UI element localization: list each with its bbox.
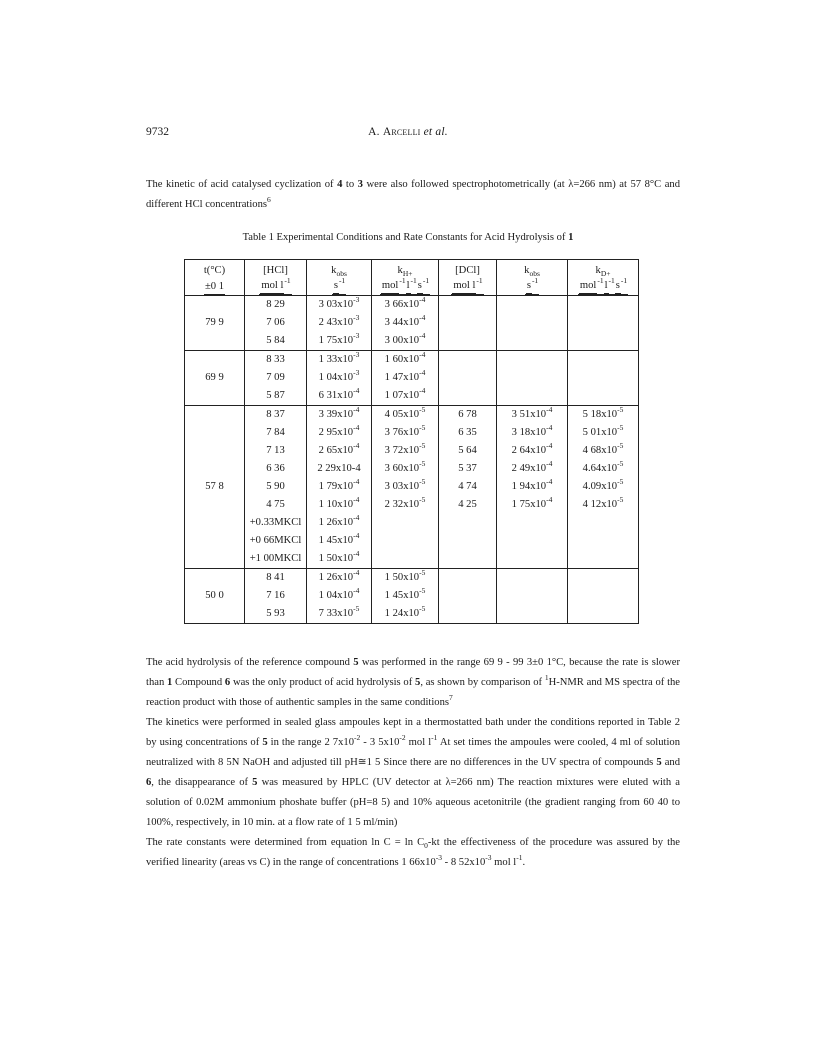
cell-kd: $4.64x10^{-5}$ [568, 460, 639, 478]
cell-kd [568, 332, 639, 351]
cell-kh: 1 $47x10^{-4}$ [372, 369, 439, 387]
unit-temperature: ±0 1 [185, 278, 245, 296]
cell-dcl [439, 369, 497, 387]
cell-dcl [439, 532, 497, 550]
cell-kobs-d [497, 387, 568, 406]
cell-kh: 1 $50x10^{-5}$ [372, 569, 439, 588]
cell-dcl [439, 514, 497, 532]
cell-kobs: 2 29x10-4 [307, 460, 372, 478]
cell-kobs: 1 $45x10^{-4}$ [307, 532, 372, 550]
cell-kobs: 7 $33x10^{-5}$ [307, 605, 372, 624]
cell-kd [568, 387, 639, 406]
cell-kh: 3 $44x10^{-4}$ [372, 314, 439, 332]
unit-dcl: mol $l^{-1}$ [439, 278, 497, 296]
cell-kobs: 1 $26x10^{-4}$ [307, 514, 372, 532]
cell-kd [568, 605, 639, 624]
cell-temperature: 57 8 [185, 406, 245, 569]
cell-kd [568, 369, 639, 387]
cell-kh: 3 $66x10^{-4}$ [372, 296, 439, 315]
paragraph-kinetics: The kinetics were performed in sealed glass ampoules kept in a thermostatted bath under the conditions reported in Table 2 by using concentrations of 5 in the range 2 $7x10^{-2} - 3$ $5x10^{-2}$ mol $l^{-1}$ At set times the ampoules were cooled, 4 ml of solution neutralized with 8 5N NaOH and adjusted till pH≅1 5 Since there are no differences in the UV spectra of compounds 5 and 6, the disappearance of 5 was measured by HPLC (UV detector at λ=266 nm) The reaction mixtures were eluted with a solution of 0.02M ammonium phoshate buffer (pH=8 5) and 10% aqueous acetonitrile (the gradient ranging from 60 40 to 100%, respectively, in 10 min. at a flow rate of 1 5 ml/min) [146, 717, 681, 828]
cell-kd [568, 569, 639, 588]
cell-kh: 1 $24x10^{-5}$ [372, 605, 439, 624]
header-temperature: t(°C) [185, 260, 245, 279]
table-row [185, 478, 639, 496]
cell-kobs-d: 2 $49x10^{-4}$ [497, 460, 568, 478]
cell-kobs: 3 $03x10^{-3}$ [307, 296, 372, 315]
cell-kh: 3 $76x10^{-5}$ [372, 424, 439, 442]
paragraph-hydrolysis: The acid hydrolysis of the reference compound 5 was performed in the range 69 9 - 99 3±0 1°C, because the rate is slower than 1 Compound 6 was the only product of acid hydrolysis of 5, as shown by comparison of $^1$H-NMR and MS spectra of the reaction product with those of authentic samples in the same conditions$^7$ [146, 657, 681, 708]
cell-kh: 3 $60x10^{-5}$ [372, 460, 439, 478]
table-units-row [185, 278, 639, 296]
header-hcl: [HCl] [245, 260, 307, 279]
paragraph-rate-constants: The rate constants were determined from equation $\ln C = \ln C_0-kt$ the effectiveness of the procedure was assured by the verified linearity (areas vs C) in the range of concentrations 1 $66x10^{-3} - 8$ $52x10^{-3}$ mol $l^{-1}$. [146, 837, 681, 868]
cell-hcl: 7 13 [245, 442, 307, 460]
cell-dcl [439, 587, 497, 605]
cell-kh: 3 $00x10^{-4}$ [372, 332, 439, 351]
cell-kobs-d [497, 532, 568, 550]
cell-hcl: 5 87 [245, 387, 307, 406]
cell-dcl [439, 569, 497, 588]
unit-kobs: $s^{-1}$ [307, 278, 372, 296]
cell-kobs: 1 $04x10^{-4}$ [307, 587, 372, 605]
cell-kobs: 2 $95x10^{-4}$ [307, 424, 372, 442]
cell-dcl [439, 314, 497, 332]
header-kobs: $k_{obs}$ [307, 260, 372, 279]
cell-temperature: 79 9 [185, 296, 245, 351]
cell-dcl: 5 37 [439, 460, 497, 478]
cell-hcl: 5 84 [245, 332, 307, 351]
cell-kd [568, 351, 639, 370]
cell-dcl: 4 25 [439, 496, 497, 514]
table-row [185, 406, 639, 425]
cell-kobs-d [497, 351, 568, 370]
intro-paragraph: The kinetic of acid catalysed cyclization of 4 to 3 were also followed spectrophotometrically (at λ=266 nm) at 57 8°C and different HCl concentrations$^6$ [146, 179, 680, 210]
cell-kh: 2 $32x10^{-5}$ [372, 496, 439, 514]
cell-kd: 4 $68x10^{-5}$ [568, 442, 639, 460]
header-kd: $k_{D+}$ [568, 260, 639, 279]
cell-hcl: 7 84 [245, 424, 307, 442]
table-row [185, 442, 639, 460]
header-kobs-d: $k_{obs}$ [497, 260, 568, 279]
cell-kh [372, 514, 439, 532]
cell-kobs-d [497, 569, 568, 588]
cell-kh: 3 $03x10^{-5}$ [372, 478, 439, 496]
cell-hcl: 8 29 [245, 296, 307, 315]
cell-dcl [439, 351, 497, 370]
cell-kh [372, 550, 439, 569]
cell-kh: 1 $60x10^{-4}$ [372, 351, 439, 370]
cell-dcl [439, 332, 497, 351]
cell-kd: 5 $01x10^{-5}$ [568, 424, 639, 442]
table-row [185, 460, 639, 478]
cell-hcl: 7 16 [245, 587, 307, 605]
cell-kobs-d [497, 587, 568, 605]
cell-kobs-d [497, 514, 568, 532]
cell-hcl: +0 66MKCl [245, 532, 307, 550]
cell-kobs-d [497, 332, 568, 351]
cell-dcl [439, 387, 497, 406]
table-row [185, 369, 639, 387]
cell-kd [568, 514, 639, 532]
cell-kobs-d: 1 $94x10^{-4}$ [497, 478, 568, 496]
cell-temperature: 69 9 [185, 351, 245, 406]
cell-kobs: 1 $79x10^{-4}$ [307, 478, 372, 496]
cell-kobs-d [497, 369, 568, 387]
cell-kobs-d: 1 $75x10^{-4}$ [497, 496, 568, 514]
header-kh: $k_{H+}$ [372, 260, 439, 279]
cell-kh: 4 $05x10^{-5}$ [372, 406, 439, 425]
cell-dcl [439, 550, 497, 569]
cell-kd: 5 $18x10^{-5}$ [568, 406, 639, 425]
cell-kh [372, 532, 439, 550]
cell-kobs: 1 $75x10^{-3}$ [307, 332, 372, 351]
table-row [185, 514, 639, 532]
cell-hcl: 6 36 [245, 460, 307, 478]
cell-kobs: 1 $04x10^{-3}$ [307, 369, 372, 387]
cell-hcl: 4 75 [245, 496, 307, 514]
cell-kd [568, 587, 639, 605]
table-row [185, 332, 639, 351]
cell-hcl: 8 33 [245, 351, 307, 370]
cell-hcl: +1 00MKCl [245, 550, 307, 569]
cell-kh: 1 $45x10^{-5}$ [372, 587, 439, 605]
cell-kobs: 6 $31x10^{-4}$ [307, 387, 372, 406]
table-row [185, 496, 639, 514]
cell-kobs-d [497, 314, 568, 332]
cell-dcl: 5 64 [439, 442, 497, 460]
cell-dcl: 4 74 [439, 478, 497, 496]
cell-kobs: 1 $10x10^{-4}$ [307, 496, 372, 514]
unit-kobs-d: $s^{-1}$ [497, 278, 568, 296]
cell-temperature: 50 0 [185, 569, 245, 624]
table-row [185, 424, 639, 442]
cell-kobs-d: 3 $18x10^{-4}$ [497, 424, 568, 442]
running-header-authors: A. Arcelli et al. [368, 126, 448, 138]
cell-kd [568, 296, 639, 315]
unit-kd: $mol^{-1}l^{-1}s^{-1}$ [568, 278, 639, 296]
cell-hcl: 5 93 [245, 605, 307, 624]
cell-hcl: 7 06 [245, 314, 307, 332]
table-caption: Table 1 Experimental Conditions and Rate Constants for Acid Hydrolysis of 1 [242, 232, 574, 243]
page-number: 9732 [146, 126, 169, 138]
cell-kh: 1 $07x10^{-4}$ [372, 387, 439, 406]
cell-hcl: 5 90 [245, 478, 307, 496]
cell-hcl: 8 37 [245, 406, 307, 425]
cell-kobs: 1 $33x10^{-3}$ [307, 351, 372, 370]
table-row [185, 605, 639, 624]
cell-kd [568, 314, 639, 332]
header-dcl: [DCl] [439, 260, 497, 279]
cell-kd [568, 532, 639, 550]
cell-hcl: 7 09 [245, 369, 307, 387]
cell-kobs-d [497, 296, 568, 315]
cell-kobs: 1 $50x10^{-4}$ [307, 550, 372, 569]
table-row [185, 351, 639, 370]
cell-kd [568, 550, 639, 569]
cell-kobs: 2 $65x10^{-4}$ [307, 442, 372, 460]
cell-kd: $4.09x10^{-5}$ [568, 478, 639, 496]
table-row [185, 587, 639, 605]
cell-kobs: 1 $26x10^{-4}$ [307, 569, 372, 588]
cell-kobs-d [497, 550, 568, 569]
table-row [185, 314, 639, 332]
table-row [185, 550, 639, 569]
unit-kh: $mol^{-1}l^{-1}s^{-1}$ [372, 278, 439, 296]
cell-dcl: 6 35 [439, 424, 497, 442]
cell-kobs: 2 $43x10^{-3}$ [307, 314, 372, 332]
cell-dcl [439, 296, 497, 315]
table-row [185, 296, 639, 315]
cell-kobs: 3 $39x10^{-4}$ [307, 406, 372, 425]
cell-dcl [439, 605, 497, 624]
cell-kd: 4 $12x10^{-5}$ [568, 496, 639, 514]
table-row [185, 569, 639, 588]
cell-hcl: 8 41 [245, 569, 307, 588]
cell-kh: 3 $72x10^{-5}$ [372, 442, 439, 460]
cell-dcl: 6 78 [439, 406, 497, 425]
unit-hcl: mol $l^{-1}$ [245, 278, 307, 296]
table-row [185, 387, 639, 406]
cell-hcl: +0.33MKCl [245, 514, 307, 532]
table-row [185, 532, 639, 550]
cell-kobs-d: 2 $64x10^{-4}$ [497, 442, 568, 460]
cell-kobs-d: 3 $51x10^{-4}$ [497, 406, 568, 425]
rate-constants-table [184, 259, 639, 624]
cell-kobs-d [497, 605, 568, 624]
